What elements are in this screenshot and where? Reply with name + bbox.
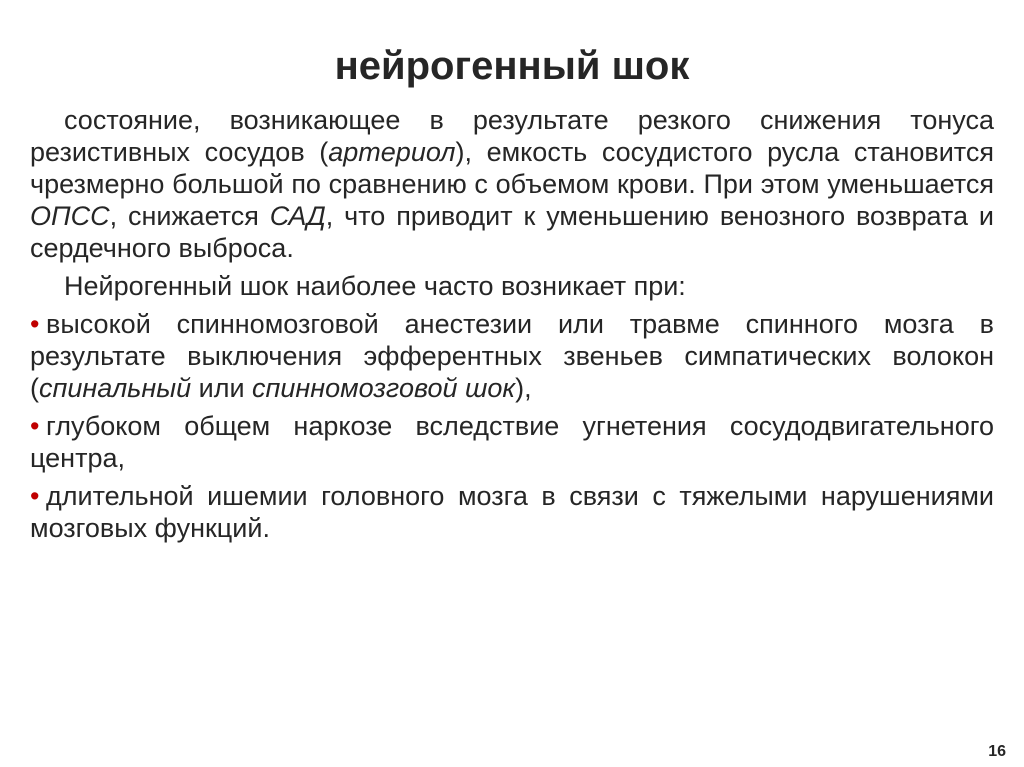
bullet-icon: •: [30, 411, 40, 441]
definition-text-4: , что приводит к уменьшению венозного возврата и сердечного выброса.: [30, 201, 994, 263]
definition-text-1: состояние, возникающее в результате резкого снижения тонуса резистивных сосудов (: [30, 105, 994, 167]
definition-text-2: ), емкость сосудистого русла становится чрезмерно большой по сравнению с объемом крови. При этом уменьшается: [30, 137, 994, 199]
definition-text-3: , снижается: [109, 201, 270, 231]
list-item: [30, 480, 994, 544]
definition-term-opss: ОПСС: [30, 201, 110, 231]
list-item: [30, 410, 994, 474]
bullet-term-spinal-shock: спинномозговой шок: [252, 373, 516, 403]
bullet-icon: •: [30, 481, 40, 511]
definition-paragraph: [30, 104, 994, 264]
bullet-text-3: ),: [515, 373, 532, 403]
slide-content: [30, 104, 994, 544]
bullet-icon: •: [30, 309, 40, 339]
list-item: [30, 308, 994, 404]
definition-term-sad: САД: [269, 201, 326, 231]
definition-term-arterioles: артериол: [328, 137, 456, 167]
bullet-text: глубоком общем наркозе вследствие угнетения сосудодвигательного центра,: [30, 411, 994, 473]
bullet-text-2: или: [191, 373, 253, 403]
intro-paragraph: Нейрогенный шок наиболее часто возникает при:: [64, 271, 686, 301]
bullet-text: длительной ишемии головного мозга в связи с тяжелыми нарушениями мозговых функций.: [30, 481, 994, 543]
page-number: 16: [988, 743, 1006, 760]
bullet-term-spinal: спинальный: [39, 373, 192, 403]
page-title: нейрогенный шок: [334, 44, 690, 88]
bullet-text-1: высокой спинномозговой анестезии или травме спинного мозга в результате выключения эфферентных звеньев симпатических волокон (: [30, 309, 994, 403]
